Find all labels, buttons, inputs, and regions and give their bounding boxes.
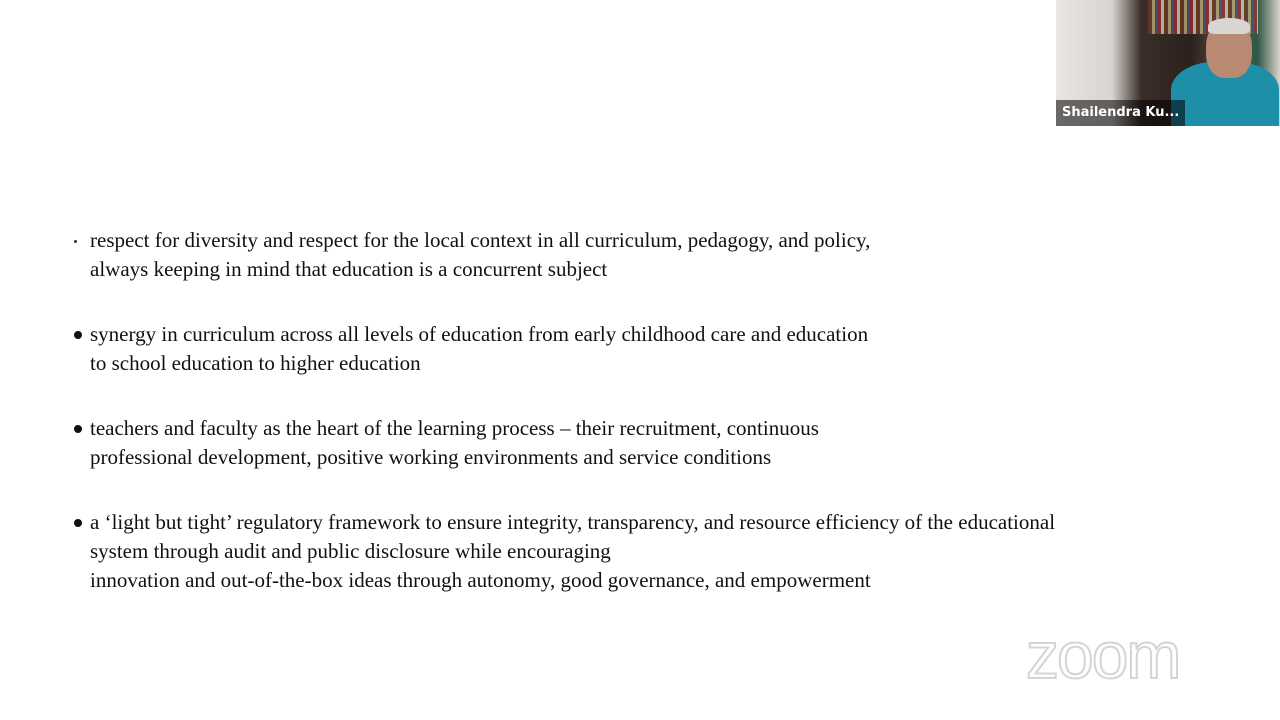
bullet-text: a ‘light but tight’ regulatory framework to ensure integrity, transparency, and resource efficiency of the educational bbox=[90, 510, 1056, 534]
bullet-item bbox=[72, 508, 1192, 595]
bullet-text: respect for diversity and respect for the local context in all curriculum, pedagogy, and policy, bbox=[90, 228, 871, 252]
bullet-item bbox=[72, 414, 1192, 472]
bullet-text: system through audit and public disclosure while encouraging bbox=[90, 539, 611, 563]
participant-name-label: Shailendra Ku... bbox=[1056, 100, 1185, 126]
bullet-text: always keeping in mind that education is a concurrent subject bbox=[90, 257, 608, 281]
bullet-text: innovation and out-of-the-box ideas through autonomy, good governance, and empowerment bbox=[90, 568, 871, 592]
bullet-text: to school education to higher education bbox=[90, 351, 421, 375]
participant-hair bbox=[1208, 18, 1250, 34]
bullet-text: synergy in curriculum across all levels of education from early childhood care and education bbox=[90, 322, 869, 346]
zoom-watermark-logo: zoom bbox=[1026, 618, 1180, 692]
bullet-text: teachers and faculty as the heart of the learning process – their recruitment, continuous bbox=[90, 416, 819, 440]
bullet-item bbox=[72, 320, 1192, 378]
bullet-text: professional development, positive working environments and service conditions bbox=[90, 445, 772, 469]
bullet-item bbox=[72, 226, 1192, 284]
participant-video-tile[interactable] bbox=[1056, 0, 1280, 126]
